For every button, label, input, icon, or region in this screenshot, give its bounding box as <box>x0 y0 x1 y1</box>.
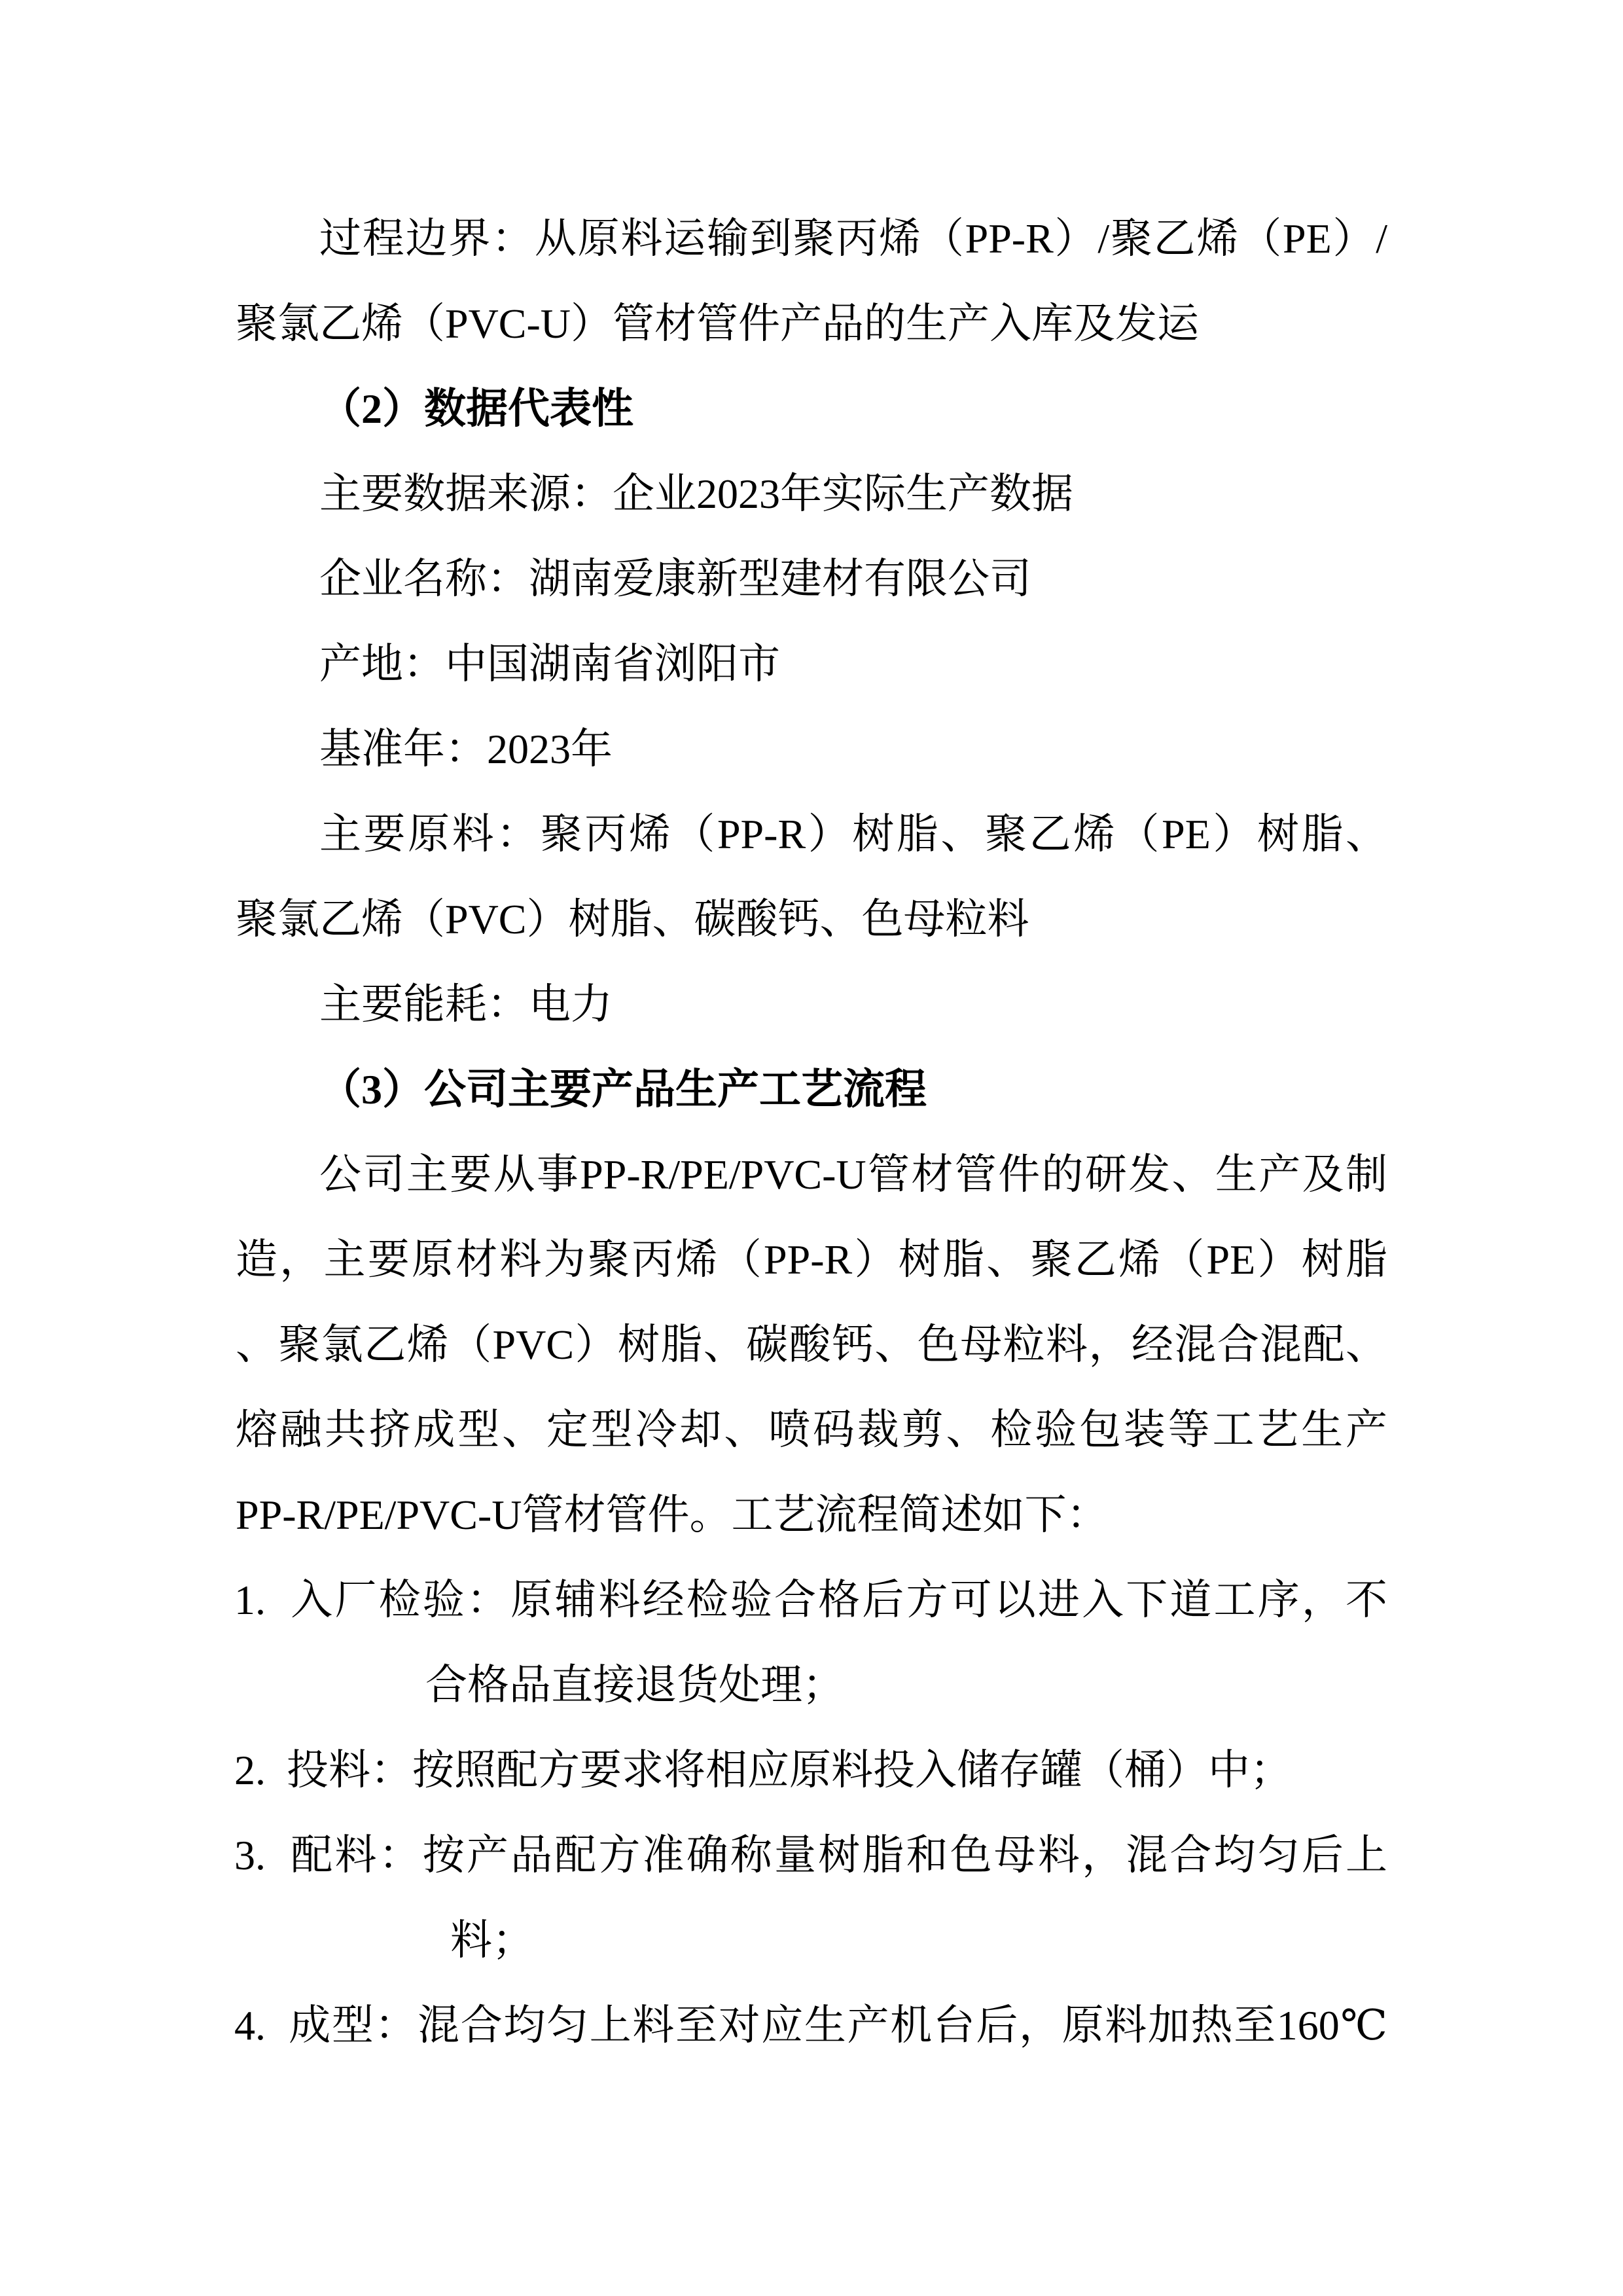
text-line: 2. 投料：按照配方要求将相应原料投入储存罐（桶）中； <box>234 1747 1292 1793</box>
text-line: 聚氯乙烯（PVC）树脂、碳酸钙、色母粒料 <box>236 896 1029 942</box>
section-heading: （2）数据代表性 <box>319 386 633 432</box>
text-line: 合格品直接退货处理； <box>425 1662 844 1708</box>
text-line: 基准年：2023年 <box>319 726 613 772</box>
text-line: 主要能耗：电力 <box>319 981 613 1028</box>
text-line: 、聚氯乙烯（PVC）树脂、碳酸钙、色母粒料，经混合混配、 <box>236 1321 1387 1368</box>
text-line: 企业名称：湖南爱康新型建材有限公司 <box>319 556 1031 602</box>
text-line: 主要原料：聚丙烯（PP-R）树脂、聚乙烯（PE）树脂、 <box>319 811 1387 857</box>
text-line: PP-R/PE/PVC-U管材管件。工艺流程简述如下： <box>236 1492 1109 1538</box>
text-line: 产地：中国湖南省浏阳市 <box>319 641 780 687</box>
text-line: 3. 配料：按产品配方准确称量树脂和色母料，混合均匀后上 <box>234 1832 1387 1878</box>
text-line: 聚氯乙烯（PVC-U）管材管件产品的生产入库及发运 <box>236 300 1200 347</box>
text-line: 造，主要原材料为聚丙烯（PP-R）树脂、聚乙烯（PE）树脂 <box>236 1236 1387 1283</box>
text-line: 料； <box>450 1917 534 1964</box>
text-line: 4. 成型：混合均匀上料至对应生产机台后，原料加热至160℃ <box>234 2002 1387 2049</box>
section-heading: （3）公司主要产品生产工艺流程 <box>319 1066 927 1113</box>
text-line: 公司主要从事PP-R/PE/PVC-U管材管件的研发、生产及制 <box>319 1151 1387 1198</box>
text-line: 主要数据来源：企业2023年实际生产数据 <box>319 471 1073 517</box>
text-line: 1. 入厂检验：原辅料经检验合格后方可以进入下道工序，不 <box>234 1577 1387 1623</box>
text-line: 熔融共挤成型、定型冷却、喷码裁剪、检验包装等工艺生产 <box>236 1407 1387 1453</box>
text-line: 过程边界：从原料运输到聚丙烯（PP-R）/聚乙烯（PE）/ <box>319 215 1387 262</box>
